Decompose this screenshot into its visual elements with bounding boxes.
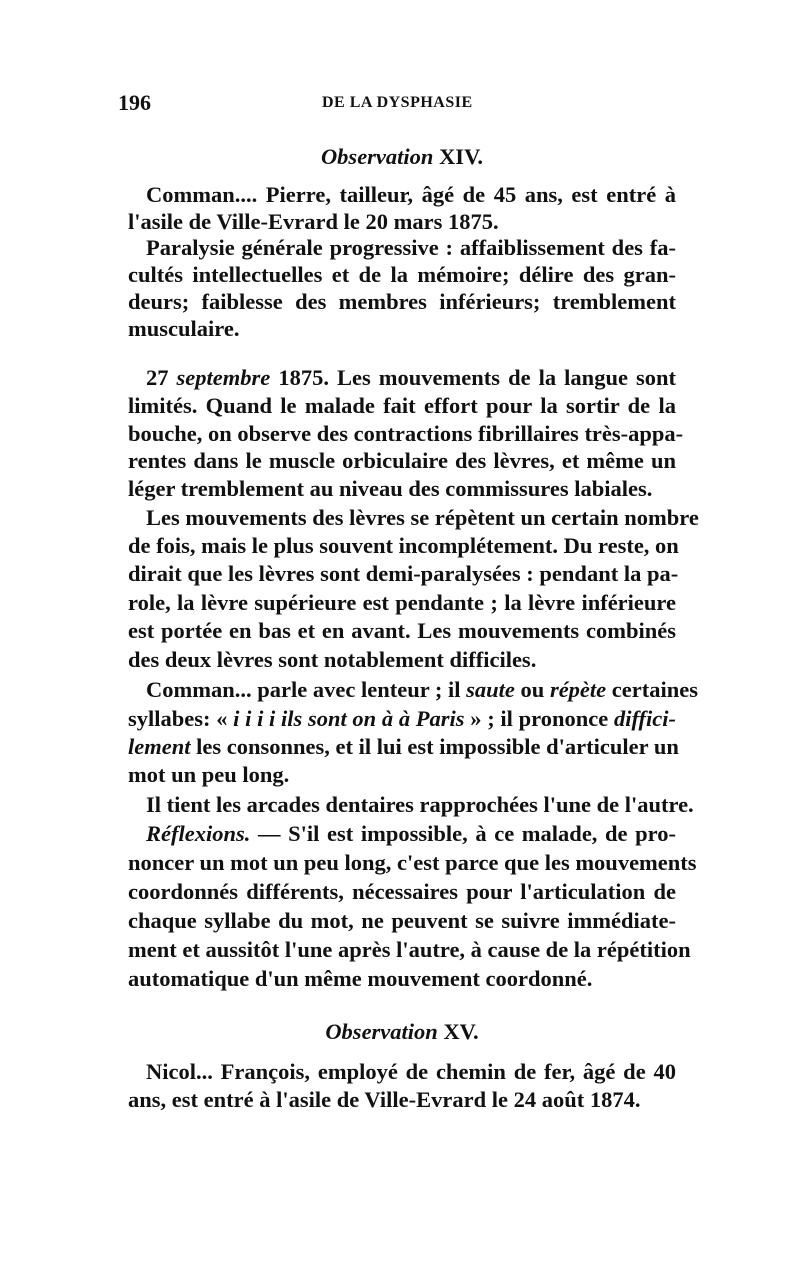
text-line: 27 septembre 1875. Les mouvements de la langue sont bbox=[146, 365, 676, 390]
text-line: bouche, on observe des contractions fibrillaires très-appa- bbox=[128, 421, 684, 446]
text-line: l'asile de Ville-Evrard le 20 mars 1875. bbox=[128, 209, 499, 234]
running-title: DE LA DYSPHASIE bbox=[322, 94, 473, 111]
text-line: Nicol... François, employé de chemin de fer, âgé de 40 bbox=[146, 1059, 676, 1084]
text-line: est portée en bas et en avant. Les mouvements combinés bbox=[128, 618, 676, 643]
text-line: rentes dans le muscle orbiculaire des lèvres, et même un bbox=[128, 448, 676, 473]
text-line: syllabes: « i i i i ils sont on à à Paris » ; il prononce diffici- bbox=[128, 706, 676, 731]
text-line: Réflexions. — S'il est impossible, à ce malade, de pro- bbox=[146, 821, 676, 846]
text-line: Paralysie générale progressive : affaiblissement des fa- bbox=[146, 235, 676, 260]
text-line: coordonnés différents, nécessaires pour l'articulation de bbox=[128, 879, 676, 904]
text-line: dirait que les lèvres sont demi-paralysées : pendant la pa- bbox=[128, 561, 679, 586]
text-line: Comman.... Pierre, tailleur, âgé de 45 ans, est entré à bbox=[146, 182, 676, 207]
observation-heading: Observation XIV. bbox=[320, 144, 484, 169]
text-line: automatique d'un même mouvement coordonné. bbox=[128, 966, 593, 991]
observation-heading: Observation XV. bbox=[325, 1019, 479, 1044]
text-line: noncer un mot un peu long, c'est parce que les mouvements bbox=[128, 850, 697, 875]
text-line: musculaire. bbox=[128, 316, 240, 341]
text-line: Comman... parle avec lenteur ; il saute ou répète certaines bbox=[146, 677, 698, 702]
text-line: cultés intellectuelles et de la mémoire; délire des gran- bbox=[128, 262, 676, 287]
page-number: 196 bbox=[118, 90, 151, 115]
text-line: Il tient les arcades dentaires rapprochées l'une de l'autre. bbox=[146, 792, 694, 817]
text-line: Les mouvements des lèvres se répètent un certain nombre bbox=[146, 505, 699, 530]
text-line: ment et aussitôt l'une après l'autre, à cause de la répétition bbox=[128, 937, 691, 962]
text-line: role, la lèvre supérieure est pendante ; la lèvre inférieure bbox=[128, 590, 676, 615]
text-line: léger tremblement au niveau des commissures labiales. bbox=[128, 476, 653, 501]
text-line: de fois, mais le plus souvent incomplétement. Du reste, on bbox=[128, 533, 679, 558]
text-line: deurs; faiblesse des membres inférieurs; tremblement bbox=[128, 289, 676, 314]
text-line: mot un peu long. bbox=[128, 762, 290, 787]
text-line: lement les consonnes, et il lui est impossible d'articuler un bbox=[128, 734, 679, 759]
running-header bbox=[112, 88, 692, 118]
text-line: ans, est entré à l'asile de Ville-Evrard le 24 août 1874. bbox=[128, 1087, 641, 1112]
text-line: des deux lèvres sont notablement difficiles. bbox=[128, 647, 537, 672]
text-line: chaque syllabe du mot, ne peuvent se suivre immédiate- bbox=[128, 908, 676, 933]
text-line: limités. Quand le malade fait effort pour la sortir de la bbox=[128, 393, 676, 418]
